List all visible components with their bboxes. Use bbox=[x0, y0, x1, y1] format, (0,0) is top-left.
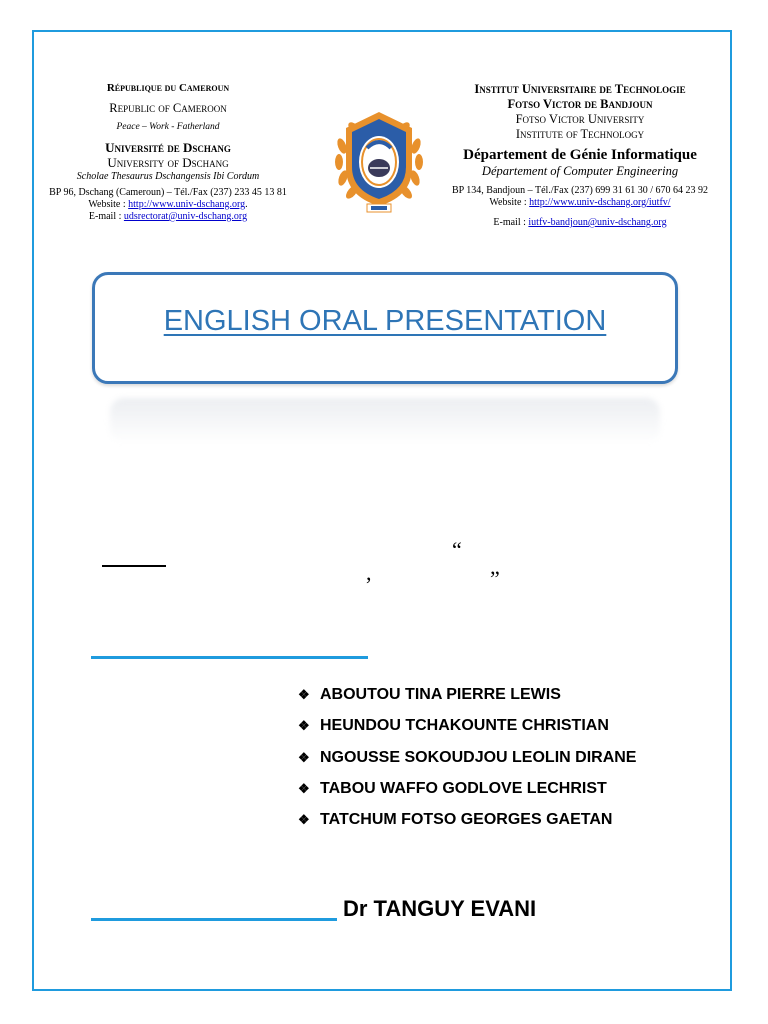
header-right bbox=[435, 82, 725, 229]
right-address: BP 134, Bandjoun – Tél./Fax (237) 699 31 61 30 / 670 64 23 92 bbox=[451, 185, 709, 196]
presentation-title: ENGLISH ORAL PRESENTATION bbox=[163, 305, 607, 337]
member-item bbox=[298, 778, 636, 809]
supervisor-heading-line bbox=[91, 918, 337, 921]
left-website-label: Website : bbox=[88, 198, 126, 210]
university-en: University of Dschang bbox=[107, 155, 229, 171]
institute-fr-line2: Fotso Victor de Bandjoun bbox=[507, 97, 653, 111]
right-website-line bbox=[435, 197, 725, 209]
member-item bbox=[298, 747, 636, 778]
comma-mark: , bbox=[366, 560, 372, 585]
right-website-link[interactable]: http://www.univ-dschang.org/iutfv/ bbox=[529, 197, 671, 208]
header-left bbox=[38, 82, 298, 223]
diamond-bullet-icon: ❖ bbox=[298, 749, 310, 765]
left-email-line bbox=[38, 211, 298, 223]
left-website-link[interactable]: http://www.univ-dschang.org bbox=[128, 198, 246, 210]
diamond-bullet-icon: ❖ bbox=[298, 687, 310, 702]
member-name: ABOUTOU TINA PIERRE LEWIS bbox=[320, 686, 561, 703]
member-name: TABOU WAFFO GODLOVE LECHRIST bbox=[320, 779, 607, 797]
right-email-link[interactable]: iutfv-bandjoun@univ-dschang.org bbox=[528, 217, 667, 228]
university-motto: Scholae Thesaurus Dschangensis Ibi Cordum bbox=[76, 170, 260, 182]
title-box-reflection bbox=[110, 398, 660, 444]
right-website-label: Website : bbox=[489, 197, 527, 208]
close-quote-mark: ” bbox=[490, 566, 500, 591]
left-website-line: Website : http://www.univ-dschang.org. bbox=[88, 198, 248, 210]
open-quote-mark: “ bbox=[452, 537, 462, 562]
title-box bbox=[92, 272, 678, 384]
topic-underline bbox=[102, 565, 166, 567]
member-item bbox=[298, 809, 636, 840]
member-name: NGOUSSE SOKOUDJOU LEOLIN DIRANE bbox=[320, 748, 637, 766]
diamond-bullet-icon: ❖ bbox=[298, 718, 310, 734]
institute-fr-line1: Institut Universitaire de Technologie bbox=[474, 82, 686, 96]
university-seal-logo bbox=[334, 106, 424, 218]
diamond-bullet-icon: ❖ bbox=[298, 780, 310, 796]
members-heading-line bbox=[91, 656, 368, 659]
member-item bbox=[298, 684, 636, 715]
department-fr: Département de Génie Informatique bbox=[463, 147, 697, 163]
left-address: BP 96, Dschang (Cameroun) – Tél./Fax (237) 233 45 13 81 bbox=[49, 186, 287, 198]
left-email-label: E-mail : bbox=[88, 210, 122, 222]
left-email-link[interactable]: udsrectorat@univ-dschang.org bbox=[123, 210, 248, 222]
institute-en-line2: Institute of Technology bbox=[515, 127, 645, 141]
member-name: HEUNDOU TCHAKOUNTE CHRISTIAN bbox=[320, 717, 609, 735]
supervisor-name: Dr TANGUY EVANI bbox=[343, 896, 537, 921]
institute-en-line1: Fotso Victor University bbox=[515, 112, 645, 126]
right-email-line bbox=[435, 217, 725, 229]
university-fr: Université de Dschang bbox=[105, 139, 231, 155]
country-en: Republic of Cameroon bbox=[109, 101, 227, 116]
member-item bbox=[298, 715, 636, 746]
department-en: Département of Computer Engineering bbox=[481, 164, 679, 178]
national-motto: Peace – Work - Fatherland bbox=[116, 122, 220, 133]
country-fr: République du Cameroun bbox=[106, 82, 230, 94]
member-name: TATCHUM FOTSO GEORGES GAETAN bbox=[320, 811, 613, 829]
right-email-label: E-mail : bbox=[493, 217, 526, 228]
diamond-bullet-icon: ❖ bbox=[298, 812, 310, 828]
members-list bbox=[298, 684, 636, 840]
